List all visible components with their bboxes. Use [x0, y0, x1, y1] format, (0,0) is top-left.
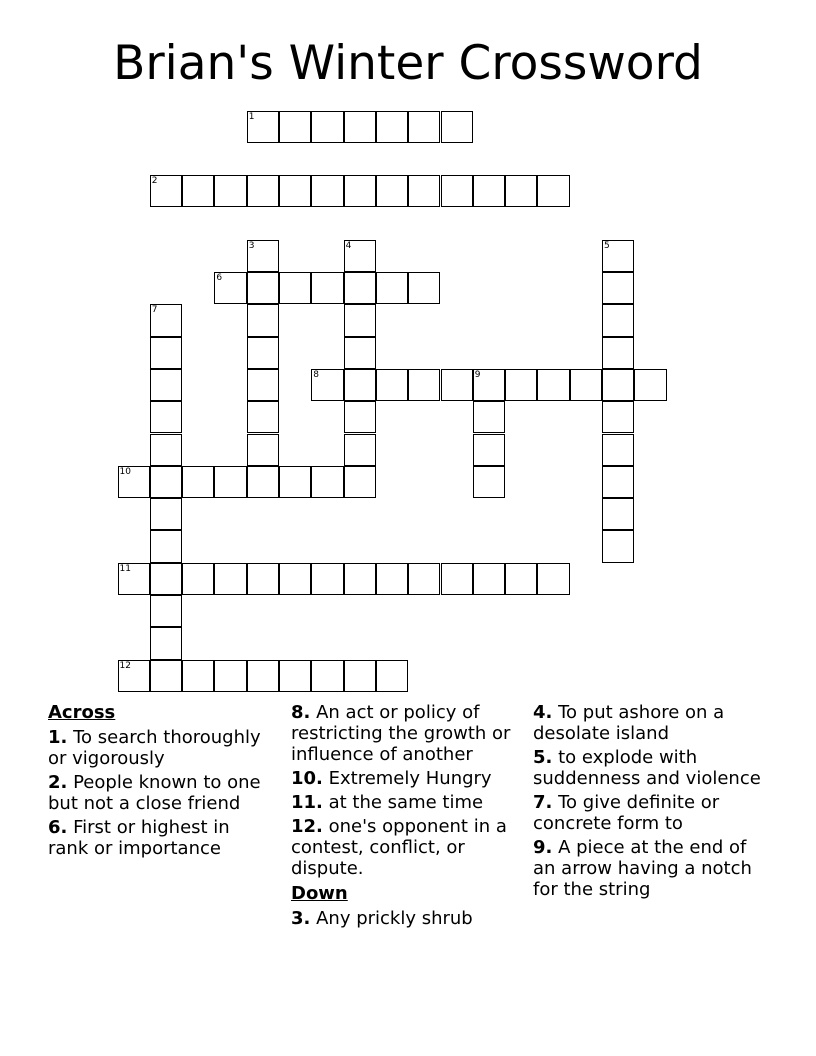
crossword-cell[interactable] [344, 466, 376, 498]
crossword-cell[interactable] [602, 304, 634, 336]
crossword-cell[interactable] [118, 563, 150, 595]
crossword-cell[interactable] [150, 337, 182, 369]
crossword-cell[interactable] [150, 434, 182, 466]
clue-number-label: 7 [151, 305, 158, 316]
crossword-cell[interactable] [505, 563, 537, 595]
crossword-cell[interactable] [602, 369, 634, 401]
clue-text: A piece at the end of an arrow having a notch for the string [533, 837, 752, 900]
crossword-cell[interactable] [214, 660, 246, 692]
clue-across-8 [291, 702, 523, 765]
crossword-cell[interactable] [344, 401, 376, 433]
crossword-cell[interactable] [311, 272, 343, 304]
crossword-cell[interactable] [376, 175, 408, 207]
clue-number: 1. [48, 727, 68, 748]
crossword-cell[interactable] [247, 660, 279, 692]
crossword-cell[interactable] [537, 369, 569, 401]
crossword-cell[interactable] [247, 272, 279, 304]
crossword-cell[interactable] [247, 111, 279, 143]
crossword-cell[interactable] [602, 530, 634, 562]
crossword-cell[interactable] [247, 466, 279, 498]
crossword-cell[interactable] [344, 563, 376, 595]
clue-number: 6. [48, 817, 68, 838]
crossword-cell[interactable] [473, 563, 505, 595]
crossword-cell[interactable] [376, 369, 408, 401]
crossword-cell[interactable] [214, 272, 246, 304]
clue-text: To search thoroughly or vigorously [48, 727, 261, 769]
crossword-cell[interactable] [279, 466, 311, 498]
crossword-cell[interactable] [150, 401, 182, 433]
crossword-cell[interactable] [150, 498, 182, 530]
crossword-cell[interactable] [214, 175, 246, 207]
crossword-cell[interactable] [602, 240, 634, 272]
clues-column-2 [291, 702, 523, 932]
clue-number-label: 4 [345, 240, 352, 251]
clue-number-label: 8 [313, 369, 320, 380]
clue-text: People known to one but not a close friend [48, 772, 261, 814]
crossword-cell[interactable] [247, 304, 279, 336]
crossword-cell[interactable] [441, 563, 473, 595]
clue-down-3 [291, 908, 523, 929]
crossword-cell[interactable] [247, 240, 279, 272]
crossword-cell[interactable] [408, 111, 440, 143]
clue-number-label: 2 [151, 176, 158, 187]
crossword-cell[interactable] [441, 175, 473, 207]
crossword-cell[interactable] [182, 466, 214, 498]
crossword-cell[interactable] [537, 563, 569, 595]
clues-column-1 [48, 702, 273, 862]
clue-text: An act or policy of restricting the growth or influence of another [291, 702, 511, 765]
crossword-cell[interactable] [214, 563, 246, 595]
crossword-cell[interactable] [537, 175, 569, 207]
clue-across-6 [48, 817, 273, 859]
crossword-cell[interactable] [150, 530, 182, 562]
clue-number-label: 1 [248, 111, 255, 122]
clue-text: to explode with suddenness and violence [533, 747, 761, 789]
crossword-cell[interactable] [279, 660, 311, 692]
crossword-cell[interactable] [150, 175, 182, 207]
clue-number: 2. [48, 772, 68, 793]
crossword-cell[interactable] [247, 434, 279, 466]
crossword-cell[interactable] [150, 595, 182, 627]
crossword-cell[interactable] [214, 466, 246, 498]
clue-across-10 [291, 768, 523, 789]
clue-number: 12. [291, 816, 323, 837]
crossword-cell[interactable] [602, 498, 634, 530]
clue-number-label: 10 [119, 466, 131, 477]
clue-text: one's opponent in a contest, conflict, or dispute. [291, 816, 507, 879]
clue-text: To give definite or concrete form to [533, 792, 720, 834]
crossword-cell[interactable] [344, 272, 376, 304]
clue-down-4 [533, 702, 773, 744]
crossword-cell[interactable] [182, 175, 214, 207]
clue-number: 9. [533, 837, 553, 858]
clue-down-7 [533, 792, 773, 834]
page-title: Brian's Winter Crossword [113, 36, 703, 91]
crossword-cell[interactable] [344, 660, 376, 692]
crossword-cell[interactable] [344, 369, 376, 401]
crossword-cell[interactable] [602, 272, 634, 304]
clue-number-label: 5 [604, 240, 610, 251]
crossword-cell[interactable] [247, 369, 279, 401]
clue-text: at the same time [322, 792, 484, 813]
crossword-cell[interactable] [311, 175, 343, 207]
crossword-cell[interactable] [150, 563, 182, 595]
clue-number: 4. [533, 702, 553, 723]
clue-number-label: 11 [119, 563, 131, 574]
crossword-cell[interactable] [602, 434, 634, 466]
clue-down-5 [533, 747, 773, 789]
clue-text: To put ashore on a desolate island [533, 702, 725, 744]
crossword-cell[interactable] [408, 563, 440, 595]
clues-column-3 [533, 702, 773, 903]
crossword-cell[interactable] [408, 369, 440, 401]
crossword-cell[interactable] [408, 272, 440, 304]
crossword-cell[interactable] [344, 111, 376, 143]
crossword-cell[interactable] [247, 337, 279, 369]
clue-across-11 [291, 792, 523, 813]
crossword-cell[interactable] [150, 369, 182, 401]
clue-number: 5. [533, 747, 553, 768]
clue-number: 8. [291, 702, 311, 723]
clue-text: Any prickly shrub [310, 908, 473, 929]
clue-across-12 [291, 816, 523, 879]
crossword-cell[interactable] [473, 466, 505, 498]
crossword-cell[interactable] [344, 304, 376, 336]
crossword-cell[interactable] [408, 175, 440, 207]
crossword-cell[interactable] [505, 369, 537, 401]
crossword-cell[interactable] [376, 111, 408, 143]
crossword-cell[interactable] [344, 337, 376, 369]
clue-number: 3. [291, 908, 311, 929]
crossword-cell[interactable] [150, 466, 182, 498]
clue-across-2 [48, 772, 273, 814]
clue-number-label: 9 [474, 369, 481, 380]
crossword-cell[interactable] [311, 660, 343, 692]
crossword-cell[interactable] [570, 369, 602, 401]
crossword-cell[interactable] [376, 272, 408, 304]
crossword-cell[interactable] [118, 466, 150, 498]
crossword-cell[interactable] [182, 660, 214, 692]
crossword-cell[interactable] [376, 563, 408, 595]
crossword-cell[interactable] [279, 563, 311, 595]
crossword-cell[interactable] [311, 563, 343, 595]
crossword-cell[interactable] [279, 111, 311, 143]
crossword-cell[interactable] [602, 466, 634, 498]
clue-number-label: 6 [216, 273, 223, 283]
down-heading: Down [291, 883, 348, 904]
crossword-cell[interactable] [182, 563, 214, 595]
crossword-cell[interactable] [344, 240, 376, 272]
crossword-cell[interactable] [311, 111, 343, 143]
crossword-cell[interactable] [441, 111, 473, 143]
crossword-cell[interactable] [376, 660, 408, 692]
clue-text: Extremely Hungry [322, 768, 492, 789]
crossword-cell[interactable] [344, 175, 376, 207]
clue-number: 11. [291, 792, 323, 813]
crossword-cell[interactable] [150, 660, 182, 692]
crossword-cell[interactable] [473, 401, 505, 433]
crossword-cell[interactable] [247, 401, 279, 433]
clue-down-9 [533, 837, 773, 900]
clue-text: First or highest in rank or importance [48, 817, 230, 859]
crossword-cell[interactable] [344, 434, 376, 466]
crossword-cell[interactable] [150, 304, 182, 336]
crossword-cell[interactable] [473, 369, 505, 401]
crossword-cell[interactable] [634, 369, 666, 401]
crossword-cell[interactable] [279, 272, 311, 304]
crossword-cell[interactable] [505, 175, 537, 207]
crossword-cell[interactable] [150, 627, 182, 659]
crossword-cell[interactable] [602, 337, 634, 369]
crossword-cell[interactable] [473, 175, 505, 207]
across-heading: Across [48, 702, 116, 723]
crossword-cell[interactable] [441, 369, 473, 401]
crossword-cell[interactable] [311, 466, 343, 498]
crossword-cell[interactable] [118, 660, 150, 692]
crossword-cell[interactable] [247, 175, 279, 207]
clue-across-1 [48, 727, 273, 769]
clue-number: 7. [533, 792, 553, 813]
clue-number: 10. [291, 768, 323, 789]
crossword-cell[interactable] [473, 434, 505, 466]
clue-number-label: 3 [248, 240, 255, 251]
crossword-cell[interactable] [602, 401, 634, 433]
clue-number-label: 12 [119, 660, 131, 671]
crossword-cell[interactable] [311, 369, 343, 401]
crossword-cell[interactable] [279, 175, 311, 207]
crossword-cell[interactable] [247, 563, 279, 595]
